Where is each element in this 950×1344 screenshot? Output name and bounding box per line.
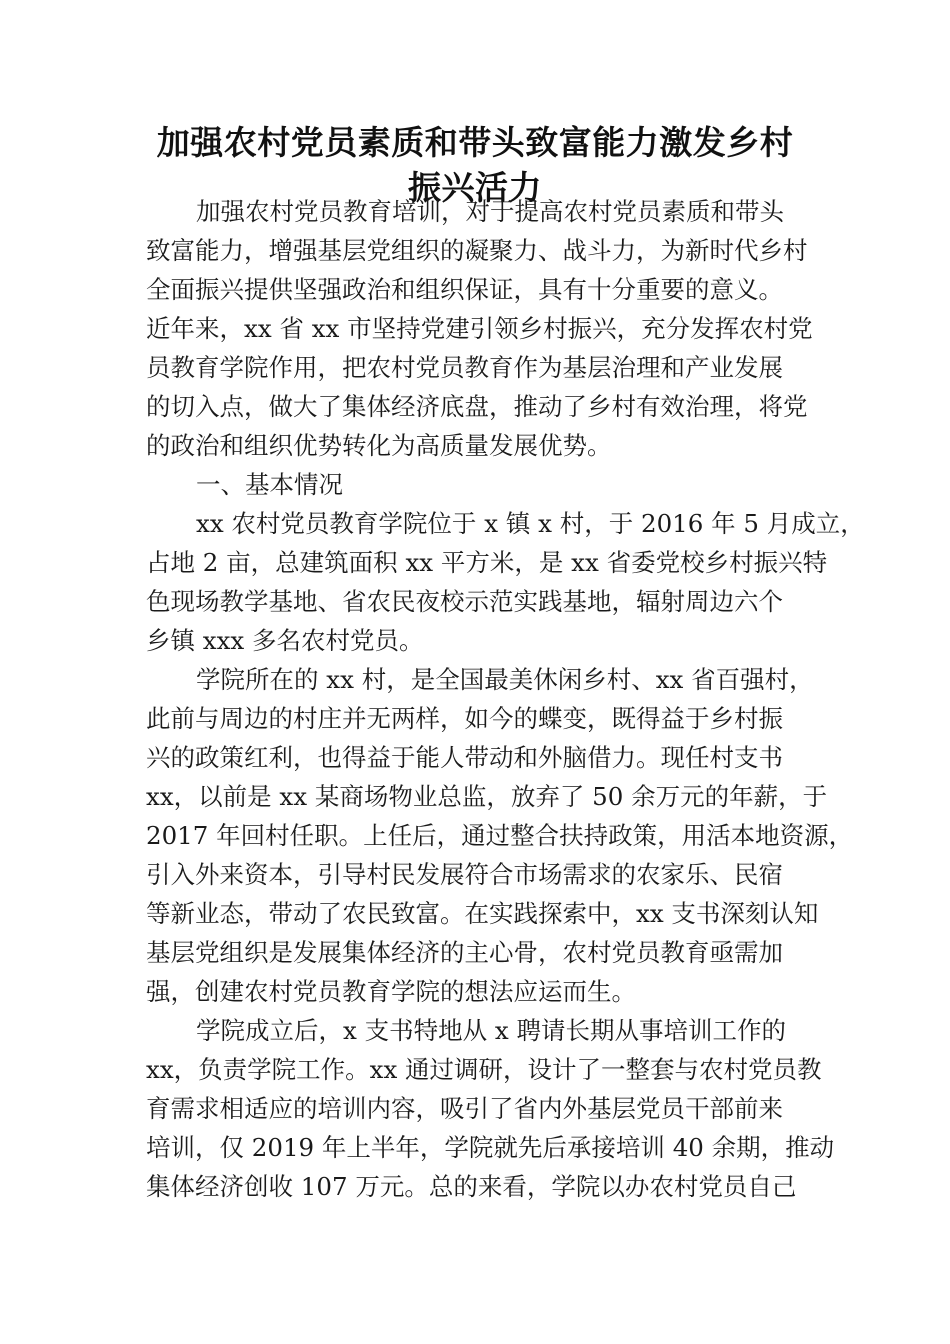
body-line: 集体经济创收 107 万元。总的来看，学院以办农村党员自己 [146,1172,797,1201]
body-line: xx，以前是 xx 某商场物业总监，放弃了 50 余万元的年薪，于 [146,782,828,811]
body-line: 加强农村党员教育培训，对于提高农村党员素质和带头 [196,197,784,226]
body-line: 占地 2 亩，总建筑面积 xx 平方米，是 xx 省委党校乡村振兴特 [146,548,828,577]
body-line: 学院成立后，x 支书特地从 x 聘请长期从事培训工作的 [196,1016,786,1045]
body-line: 兴的政策红利，也得益于能人带动和外脑借力。现任村支书 [146,743,783,772]
document-title-line-2: 振兴活力 [408,168,542,207]
body-line: 乡镇 xxx 多名农村党员。 [146,626,424,655]
section-heading: 一、基本情况 [196,470,343,499]
body-line: 育需求相适应的培训内容，吸引了省内外基层党员干部前来 [146,1094,783,1123]
body-line: xx 农村党员教育学院位于 x 镇 x 村，于 2016 年 5 月成立， [196,509,865,538]
body-line: 全面振兴提供坚强政治和组织保证，具有十分重要的意义。 [146,275,783,304]
body-line: 的政治和组织优势转化为高质量发展优势。 [146,431,612,460]
body-line: 引入外来资本，引导村民发展符合市场需求的农家乐、民宿 [146,860,783,889]
body-line: 强，创建农村党员教育学院的想法应运而生。 [146,977,636,1006]
body-line: 等新业态，带动了农民致富。在实践探索中，xx 支书深刻认知 [146,899,819,928]
document-title-line-1: 加强农村党员素质和带头致富能力激发乡村 [156,123,794,162]
body-line: 培训，仅 2019 年上半年，学院就先后承接培训 40 余期，推动 [146,1133,835,1162]
body-line: 基层党组织是发展集体经济的主心骨，农村党员教育亟需加 [146,938,783,967]
body-line: 色现场教学基地、省农民夜校示范实践基地，辐射周边六个 [146,587,783,616]
body-line: xx，负责学院工作。xx 通过调研，设计了一整套与农村党员教 [146,1055,822,1084]
body-line: 近年来，xx 省 xx 市坚持党建引领乡村振兴，充分发挥农村党 [146,314,813,343]
body-line: 学院所在的 xx 村，是全国最美休闲乡村、xx 省百强村， [196,665,814,694]
body-line: 2017 年回村任职。上任后，通过整合扶持政策，用活本地资源， [146,821,854,850]
body-line: 此前与周边的村庄并无两样，如今的蝶变，既得益于乡村振 [146,704,783,733]
body-line: 员教育学院作用，把农村党员教育作为基层治理和产业发展 [146,353,783,382]
body-line: 的切入点，做大了集体经济底盘，推动了乡村有效治理，将党 [146,392,808,421]
body-line: 致富能力，增强基层党组织的凝聚力、战斗力，为新时代乡村 [146,236,808,265]
